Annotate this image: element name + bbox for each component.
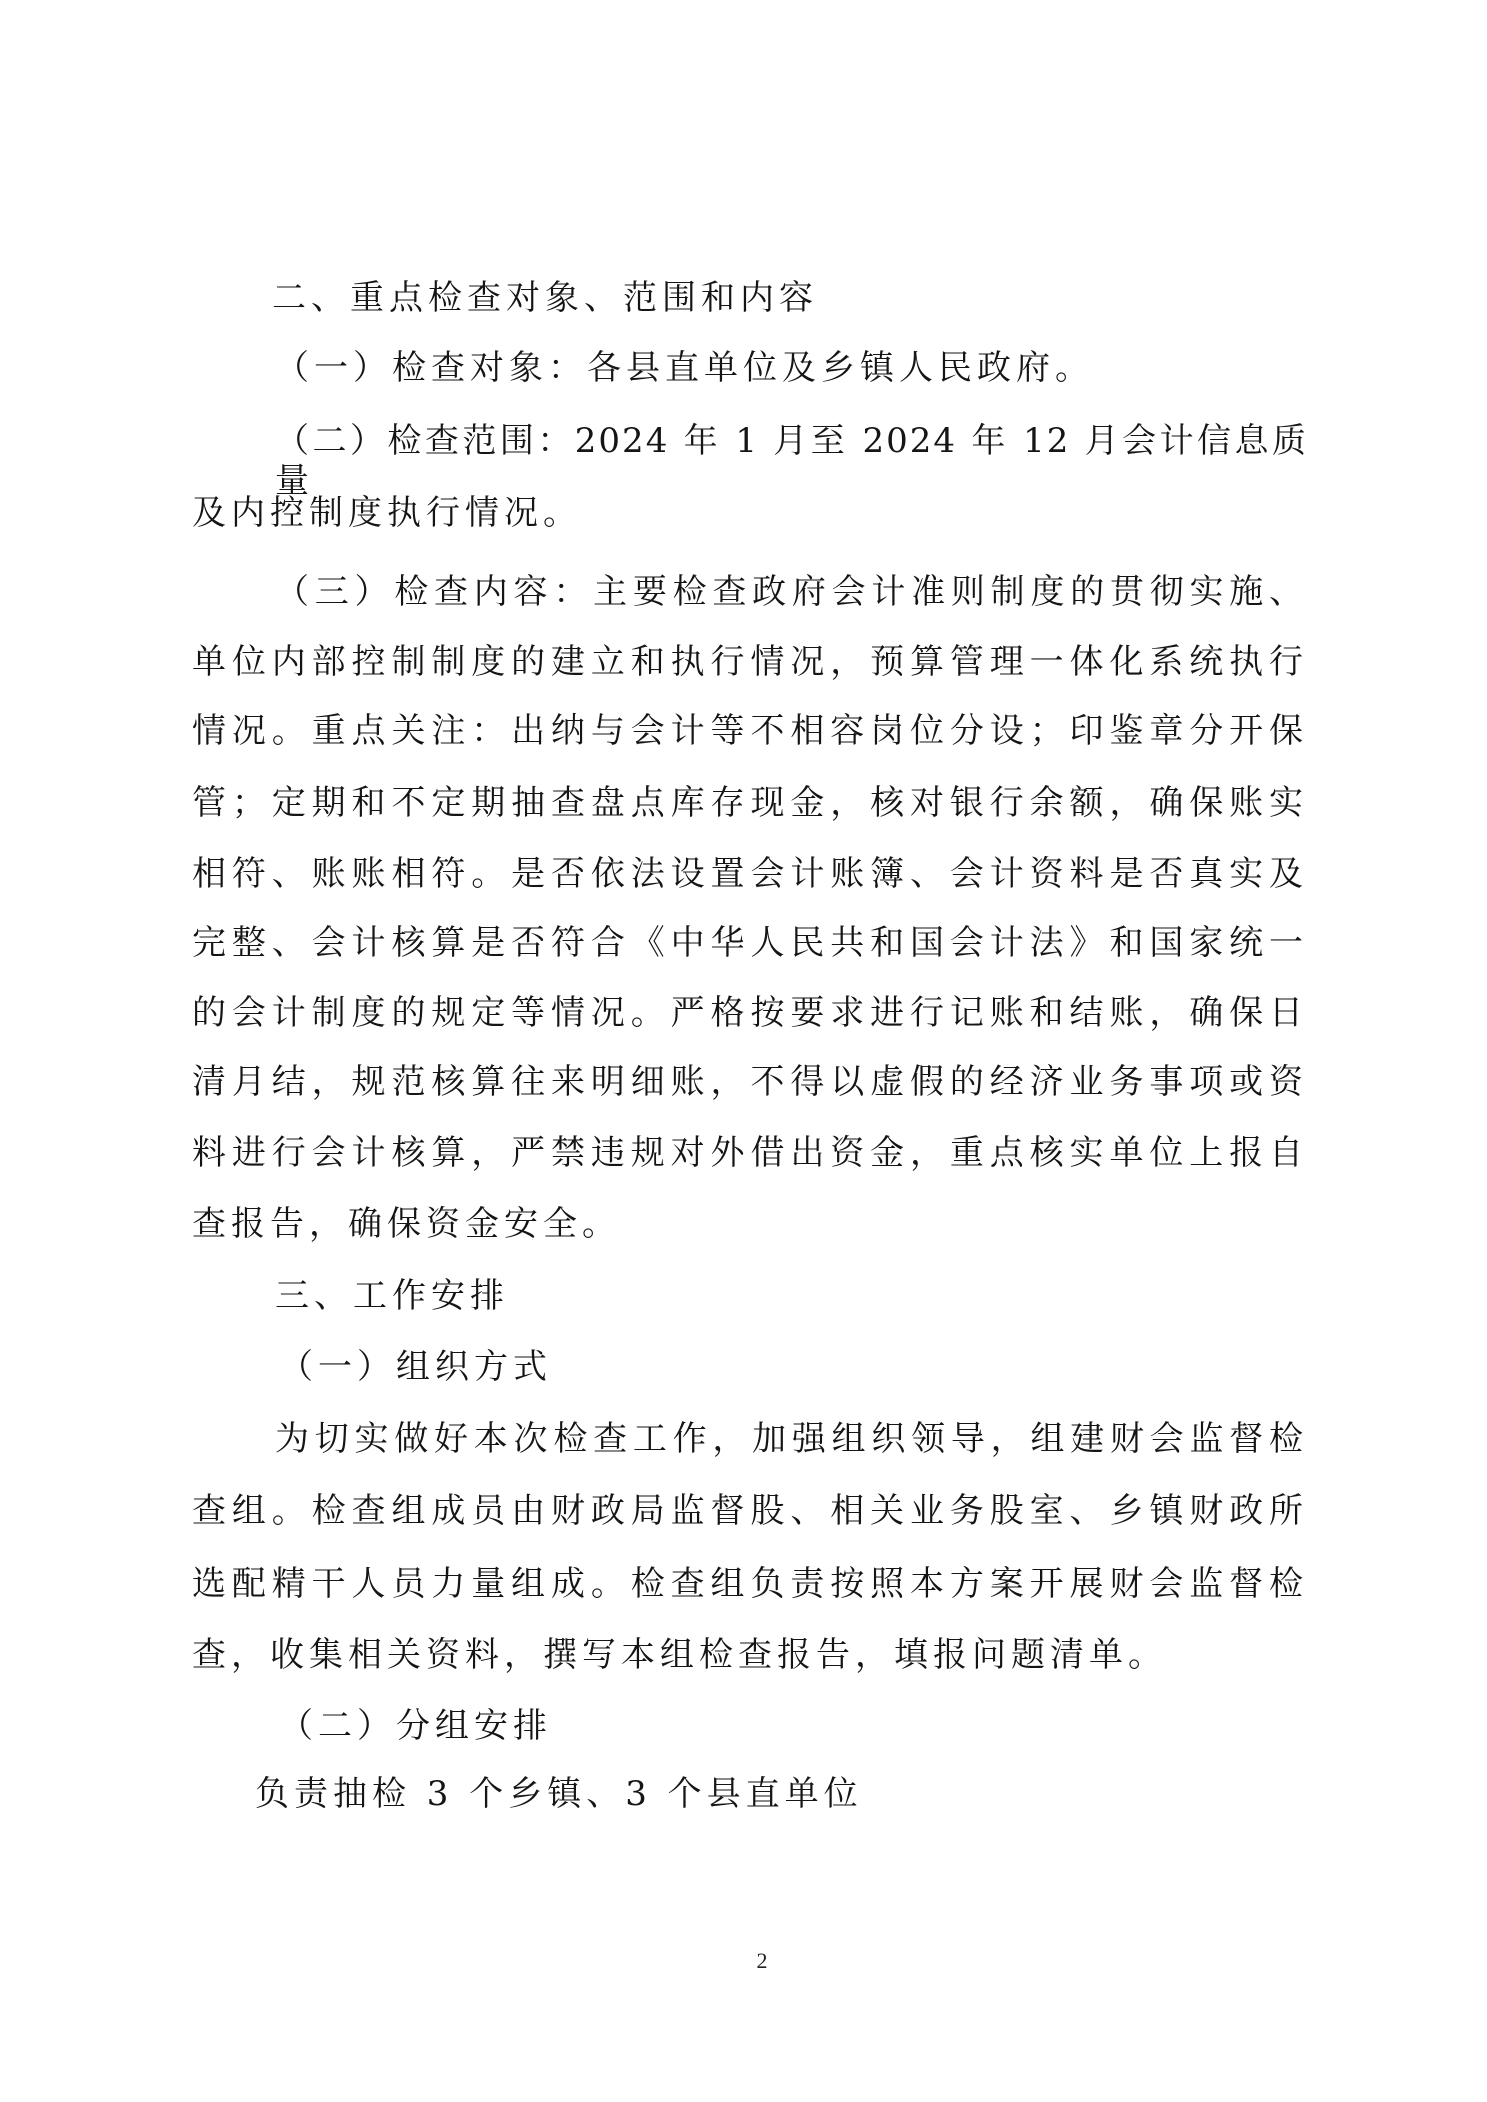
page-number: 2 [756,1948,768,1973]
section-three-sub-one-line: 为切实做好本次检查工作，加强组织领导，组建财会监督检 [275,1419,1308,1459]
section-three-sub-one-line: 查，收集相关资料，撰写本组检查报告，填报问题清单。 [192,1635,1167,1675]
section-three-sub-two-title: （二）分组安排 [279,1706,552,1746]
section-two-item-three-line: 完整、会计核算是否符合《中华人民共和国会计法》和国家统一 [192,923,1308,963]
section-two-item-one: （一）检查对象：各县直单位及乡镇人民政府。 [275,348,1094,388]
section-two-heading: 二、重点检查对象、范围和内容 [272,278,818,318]
section-two-item-three-line: 料进行会计核算，严禁违规对外借出资金，重点核实单位上报自 [192,1133,1308,1173]
section-two-item-two-line: 及内控制度执行情况。 [192,493,582,533]
section-two-item-two-line: （二）检查范围：2024 年 1 月至 2024 年 12 月会计信息质量 [275,421,1308,501]
section-three-sub-one-title: （一）组织方式 [279,1347,552,1387]
section-two-item-three-line: 清月结，规范核算往来明细账，不得以虚假的经济业务事项或资 [192,1062,1308,1102]
section-two-item-three-line: 管；定期和不定期抽查盘点库存现金，核对银行余额，确保账实 [192,783,1308,823]
section-two-item-three-line: 单位内部控制制度的建立和执行情况，预算管理一体化系统执行 [192,642,1308,682]
section-three-sub-one-line: 查组。检查组成员由财政局监督股、相关业务股室、乡镇财政所 [192,1491,1308,1531]
section-three-heading: 三、工作安排 [275,1276,509,1316]
section-two-item-three-line: 查报告，确保资金安全。 [192,1204,621,1244]
section-three-sub-one-line: 选配精干人员力量组成。检查组负责按照本方案开展财会监督检 [192,1564,1308,1604]
section-two-item-three-line: 情况。重点关注：出纳与会计等不相容岗位分设；印鉴章分开保 [192,711,1308,751]
section-two-item-three-line: （三）检查内容：主要检查政府会计准则制度的贯彻实施、 [275,572,1308,612]
section-two-item-three-line: 的会计制度的规定等情况。严格按要求进行记账和结账，确保日 [192,993,1308,1033]
section-two-item-three-line: 相符、账账相符。是否依法设置会计账簿、会计资料是否真实及 [192,854,1308,894]
section-three-sub-two-body: 负责抽检 3 个乡镇、3 个县直单位 [255,1774,863,1814]
